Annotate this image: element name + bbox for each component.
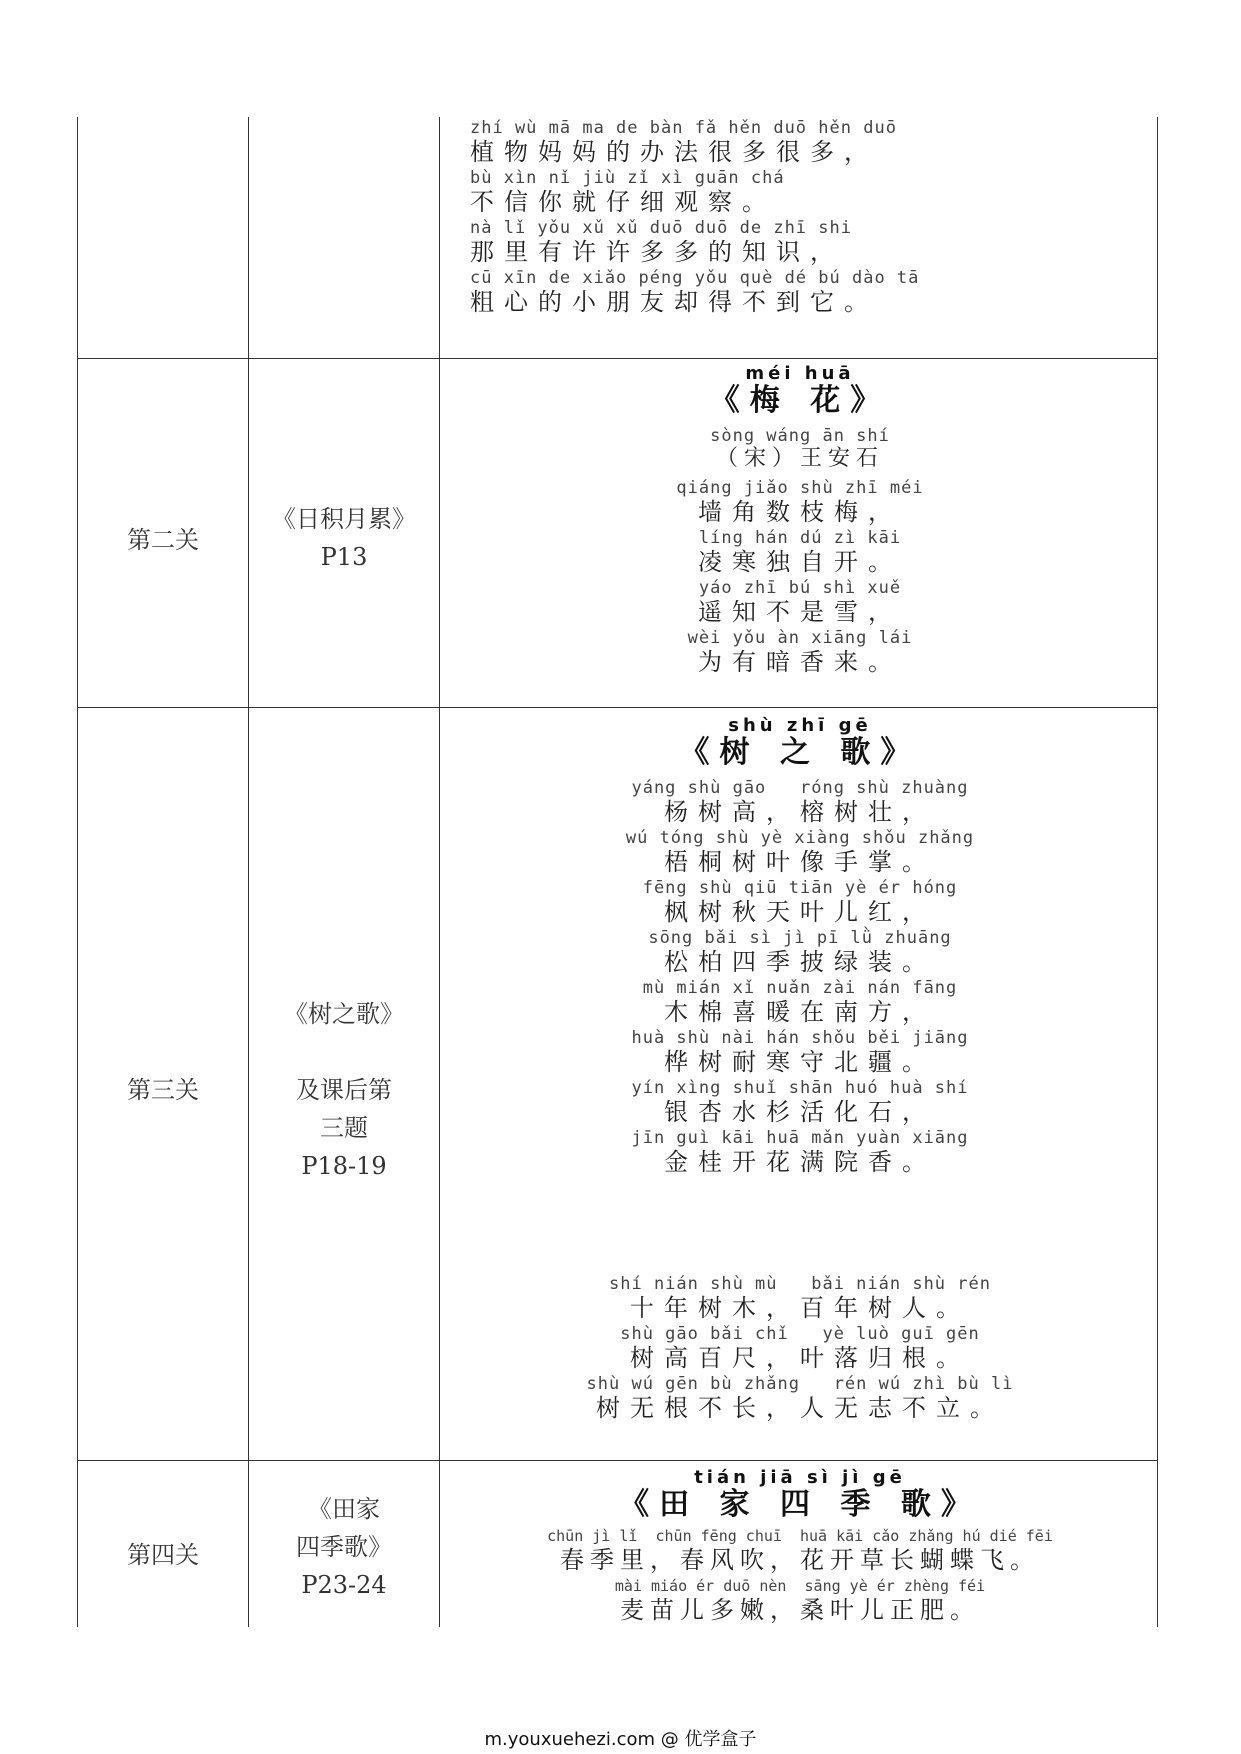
verse-line: yáo zhī bú shì xuě 遥知不是雪， xyxy=(698,578,902,626)
verse-line: mài miáo ér duō nèn sāng yè ér zhèng féi 麦苗儿多嫩，桑叶儿正肥。 xyxy=(614,1577,986,1624)
footer-watermark: m.youxuehezi.com @ 优学盒子 xyxy=(484,1729,757,1750)
source-ref-4: 《田家 四季歌》 P23-24 xyxy=(296,1495,392,1599)
poem-shuzhige xyxy=(440,716,1160,1178)
verse-line: nà lǐ yǒu xǔ xǔ duō duō de zhī shi 那里有许许多多的知识， xyxy=(470,218,852,266)
source-ref-3: 《树之歌》 及课后第 三题 P18-19 xyxy=(284,1000,404,1180)
poem-title: 《田 家 四 季 歌》 xyxy=(619,1487,981,1522)
poem-title-pinyin: tián jiā sì jì gē xyxy=(694,1467,906,1488)
row-divider-2 xyxy=(77,707,1158,708)
verse-line: mù mián xǐ nuǎn zài nán fāng 木棉喜暖在南方， xyxy=(642,978,958,1026)
verse-line: wú tóng shù yè xiàng shǒu zhǎng 梧桐树叶像手掌。 xyxy=(625,828,975,876)
verse-line: zhí wù mā ma de bàn fǎ hěn duō hěn duō 植物妈妈的办法很多很多， xyxy=(470,118,897,166)
poem-continued xyxy=(440,118,1190,318)
proverb-line: shù gāo bǎi chǐ yè luò guī gēn 树高百尺，叶落归根。 xyxy=(620,1324,980,1372)
row-divider-3 xyxy=(77,1460,1158,1461)
table-border-col1 xyxy=(248,117,249,1627)
verse-line: líng hán dú zì kāi 凌寒独自开。 xyxy=(698,528,902,576)
verse-line: cū xīn de xiǎo péng yǒu què dé bú dào tā 粗心的小朋友却得不到它。 xyxy=(470,268,920,316)
level-label-3: 第三关 xyxy=(127,1076,199,1104)
verse-line: fēng shù qiū tiān yè ér hóng 枫树秋天叶儿红， xyxy=(642,878,958,926)
poem-title-pinyin: méi huā xyxy=(745,363,855,384)
verse-line: yáng shù gāo róng shù zhuàng 杨树高，榕树壮， xyxy=(631,778,969,826)
level-label-4: 第四关 xyxy=(127,1541,199,1569)
poem-meihua xyxy=(440,364,1160,678)
verse-line: yín xìng shuǐ shān huó huà shí 银杏水杉活化石， xyxy=(631,1078,969,1126)
verse-line: bù xìn nǐ jiù zǐ xì guān chá 不信你就仔细观察。 xyxy=(470,168,785,216)
source-ref-2: 《日积月累》 P13 xyxy=(272,505,416,571)
proverbs xyxy=(440,1274,1160,1424)
table-border-left xyxy=(77,117,78,1627)
row-divider-1 xyxy=(77,358,1158,359)
proverb-line: shí nián shù mù bǎi nián shù rén 十年树木，百年树人。 xyxy=(609,1274,991,1322)
verse-line: wèi yǒu àn xiāng lái 为有暗香来。 xyxy=(687,628,913,676)
verse-line: jīn guì kāi huā mǎn yuàn xiāng 金桂开花满院香。 xyxy=(631,1128,969,1176)
verse-line: huà shù nài hán shǒu běi jiāng 桦树耐寒守北疆。 xyxy=(631,1028,969,1076)
level-label-2: 第二关 xyxy=(127,526,199,554)
poem-author: （宋）王安石 xyxy=(715,446,884,471)
proverb-line: shù wú gēn bù zhǎng rén wú zhì bù lì 树无根不长，人无志不立。 xyxy=(586,1374,1014,1422)
poem-title-pinyin: shù zhī gē xyxy=(728,715,872,736)
poem-title: 《树 之 歌》 xyxy=(679,735,921,770)
poem-title: 《梅 花》 xyxy=(709,383,891,418)
verse-line: sōng bǎi sì jì pī lǜ zhuāng 松柏四季披绿装。 xyxy=(648,928,952,976)
verse-line: chūn jì lǐ chūn fēng chuī huā kāi cǎo zhǎng hú dié fēi 春季里，春风吹，花开草长蝴蝶飞。 xyxy=(547,1527,1053,1574)
verse-line: qiáng jiǎo shù zhī méi 墙角数枝梅， xyxy=(676,478,924,526)
author-pinyin: sòng wáng ān shí xyxy=(710,426,890,446)
poem-tianjiasijige xyxy=(440,1468,1160,1626)
